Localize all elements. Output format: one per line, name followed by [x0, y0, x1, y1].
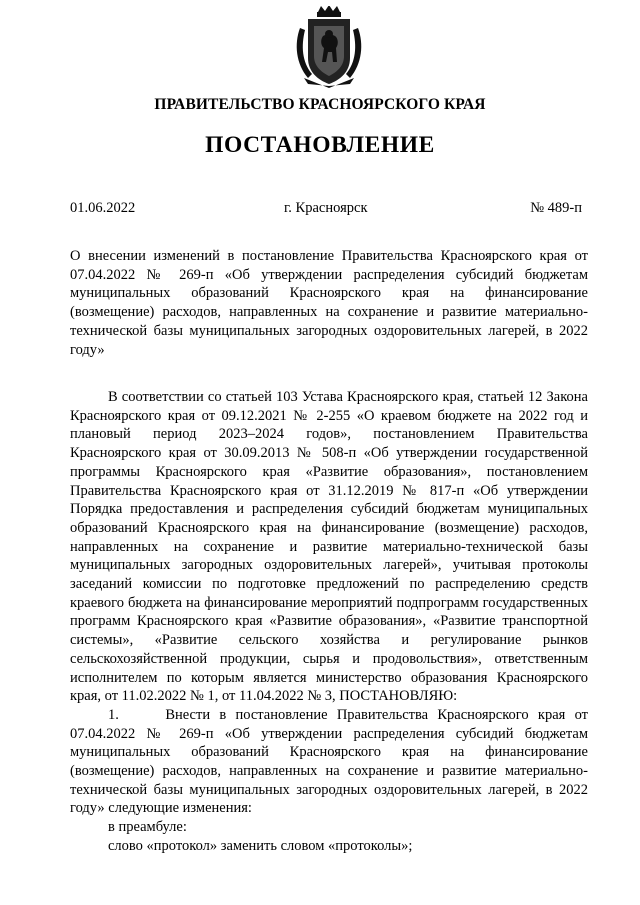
list-item-number: 1. — [108, 706, 119, 723]
preamble-paragraph: В соответствии со статьей 103 Устава Красноярского края, статьей 12 Закона Красноярского края от 09.12.2021 № 2-255 «О краевом бюджете на 2022 год и плановый период 2023–2024 годов», постановлением Правительства Красноярского края от 30.09.2013 № 508-п «Об утверждении государственной программы Красноярского края «Развитие образования», постановлением Правительства Красноярского края от 31.12.2019 № 817-п «Об утверждении Порядка предоставления и распределения субсидий бюджетам муниципальных образований Красноярского края на финансирование (возмещение) расходов, направленных на сохранение и развитие материально-технической базы муниципальных загородных оздоровительных лагерей», учитывая протоколы заседаний комиссии по подготовке предложений по распределению средств краевого бюджета на финансирование мероприятий подпрограмм государственных программ Красноярского края «Развитие образования», «Развитие транспортной системы», «Развитие сельского хозяйства и регулирование рынков сельскохозяйственной продукции, сырья и продовольствия», ответственным исполнителем по которым является министерство образования Красноярского края, от 11.02.2022 № 1, от 11.04.2022 № 3, ПОСТАНОВЛЯЮ: — [70, 389, 588, 705]
document-title: О внесении изменений в постановление Правительства Красноярского края от 07.04.2022 № 269-п «Об утверждении распределения субсидий бюджетам муниципальных образований Красноярского края на финансирование (возмещение) расходов, направленных на сохранение и развитие материально-технической базы муниципальных загородных оздоровительных лагерей, в 2022 году» — [70, 248, 588, 358]
document-city: г. Красноярск — [284, 200, 368, 216]
list-item-1 — [70, 706, 588, 818]
document-type: ПОСТАНОВЛЕНИЕ — [205, 132, 435, 158]
document-date: 01.06.2022 — [70, 200, 136, 216]
replacement-instruction: слово «протокол» заменить словом «протоколы»; — [108, 837, 413, 854]
government-name: ПРАВИТЕЛЬСТВО КРАСНОЯРСКОГО КРАЯ — [154, 96, 486, 113]
document-title-block — [70, 247, 588, 359]
list-item-text: Внести в постановление Правительства Красноярского края от 07.04.2022 № 269-п «Об утверждении распределения субсидий бюджетам муниципальных образований Красноярского края на финансирование (возмещение) расходов, направленных на сохранение и развитие материально-технической базы муниципальных загородных оздоровительных лагерей, в 2022 году» следующие изменения: — [70, 706, 589, 817]
document-number: № 489-п — [530, 200, 582, 216]
document-body — [70, 388, 588, 856]
sub-heading-preamble: в преамбуле: — [108, 819, 187, 836]
krasnoyarsk-coat-of-arms-icon — [290, 6, 368, 88]
